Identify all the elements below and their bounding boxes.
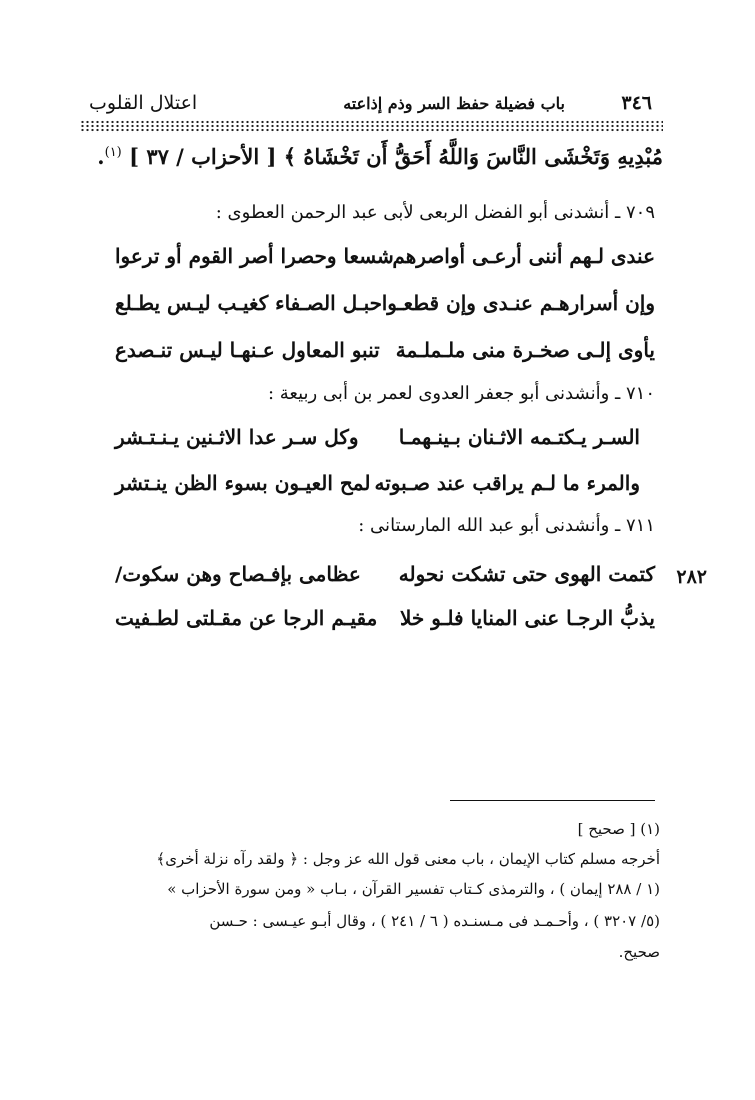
book-title: اعتلال القلوب [89, 92, 198, 114]
verse-line [115, 291, 655, 325]
verse-first-hemistich: والمرء ما لـم يراقب عند صـبوته [374, 471, 640, 495]
verse-second-hemistich: عظامى بإفـصاح وهن سكوت/ [115, 562, 361, 586]
footnote-reference: (١) [104, 145, 122, 160]
entry-intro-710: ٧١٠ ـ وأنشدنى أبو جعفر العدوى لعمر بن أبى ربيعة : [267, 383, 655, 404]
header-ornamental-rule [80, 120, 663, 133]
page-number: ٣٤٦ [621, 92, 652, 114]
running-header [85, 88, 660, 118]
verse-line [115, 425, 640, 459]
verse-second-hemistich: وكل سـر عدا الاثـنين يـنـتـشر [115, 425, 359, 449]
verse-second-hemistich: مقيـم الرجا عن مقـلتى لطـفيت [115, 606, 378, 630]
footnote-line: صحيح. [618, 943, 660, 961]
verse-first-hemistich: السـر يـكتـمه الاثـنان بـينـهمـا [398, 425, 640, 449]
footnote-separator [450, 800, 655, 801]
verse-line [115, 338, 655, 372]
footnote-line: أخرجه مسلم كتاب الإيمان ، باب معنى قول الله عز وجل : ﴿ ولقد رآه نزلة أخرى﴾ [156, 850, 660, 868]
quran-verse-text: مُبْدِيهِ وَتَخْشَى النَّاسَ وَاللَّهُ أَحَقُّ أَن تَخْشَاهُ ﴾ [ الأحزاب / ٣٧ ] [129, 144, 663, 169]
verse-second-hemistich: تنبو المعاول عـنهـا ليـس تنـصدع [115, 338, 380, 362]
verse-first-hemistich: عندى لـهم أننى أرعـى أواصرهم [392, 244, 655, 268]
entry-intro-711: ٧١١ ـ وأنشدنى أبو عبد الله المارستانى : [358, 515, 655, 536]
footnote-line: (١ / ٢٨٨ إيمان ) ، والترمذى كـتاب تفسير القرآن ، بـاب « ومن سورة الأحزاب » [167, 880, 660, 898]
verse-first-hemistich: يأوى إلـى صخـرة منى ملـملـمة [395, 338, 655, 362]
verse-second-hemistich: حبـل الصـفاء كغيـب ليـس يطـلع [115, 291, 383, 315]
verse-line [115, 606, 655, 640]
verse-first-hemistich: وإن أسرارهـم عنـدى وإن قطعـوا [381, 291, 655, 315]
footnote-label: (١) [ صحيح ] [577, 820, 660, 838]
verse-line [115, 244, 655, 278]
sentence-end: . [97, 144, 105, 169]
verse-first-hemistich: كتمت الهوى حتى تشكت نحوله [398, 562, 655, 586]
verse-first-hemistich: يذبُّ الرجـا عنى المنايا فلـو خلا [399, 606, 655, 630]
footnote-line: (٥/ ٣٢٠٧ ) ، وأحـمـد فى مـسنـده ( ٦ / ٢٤١ ) ، وقال أبـو عيـسى : حـسن [209, 912, 660, 930]
verse-line [115, 562, 655, 596]
verse-line [115, 471, 640, 505]
verse-second-hemistich: شسعا وحصرا أصر القوم أو ترعوا [115, 244, 394, 268]
margin-folio-number: ٢٨٢ [676, 566, 707, 588]
quran-verse-tail [97, 144, 663, 169]
section-title: باب فضيلة حفظ السر وذم إذاعته [343, 94, 565, 113]
entry-intro-709: ٧٠٩ ـ أنشدنى أبو الفضل الربعى لأبى عبد الرحمن العطوى : [215, 202, 655, 223]
verse-second-hemistich: لمح العيـون بسوء الظن ينـتشر [115, 471, 371, 495]
